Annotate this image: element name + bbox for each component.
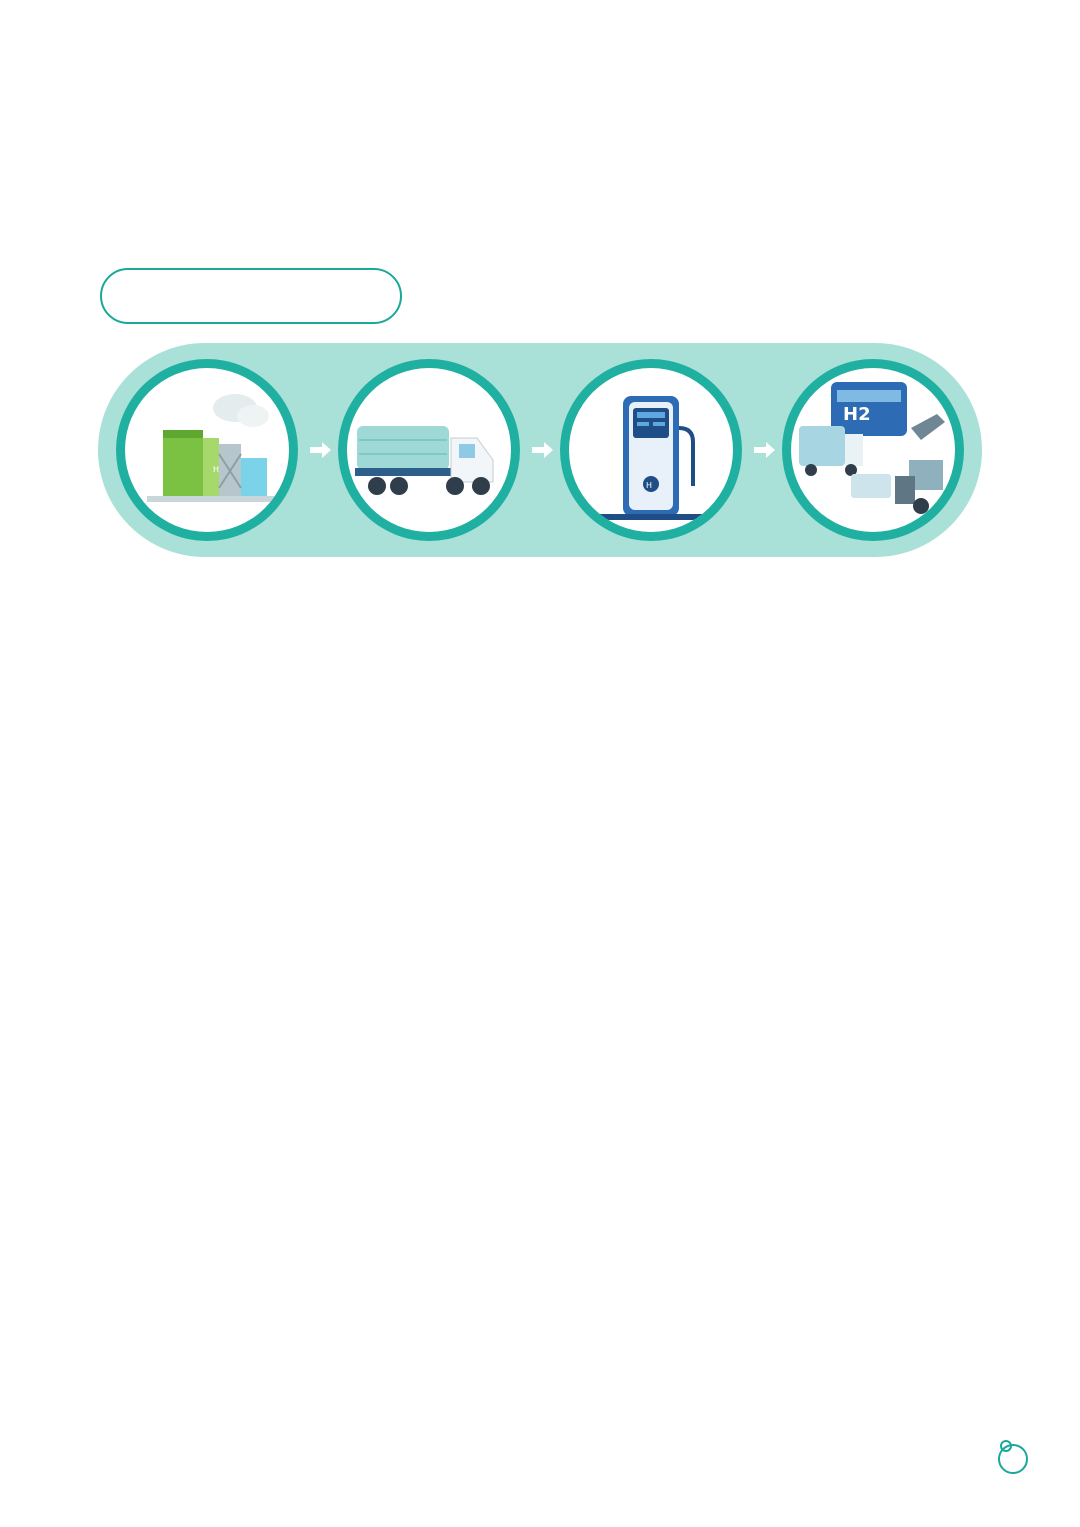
arrow-right-icon <box>530 440 554 460</box>
stage-transport-circle <box>338 359 520 541</box>
tube-trailer-truck-icon <box>347 368 511 532</box>
hydrogen-dispenser-icon <box>569 368 733 532</box>
svg-text:H: H <box>213 465 220 474</box>
svg-text:H2: H2 <box>843 404 871 425</box>
arrow-right-icon <box>308 440 332 460</box>
hydrogen-vehicles-icon <box>791 368 955 532</box>
section-heading <box>100 268 402 324</box>
arrow-right-icon <box>752 440 776 460</box>
stage-supply-circle <box>560 359 742 541</box>
stage-use-circle <box>782 359 964 541</box>
page-number <box>998 1444 1028 1474</box>
svg-text:H: H <box>646 481 653 490</box>
stage-production-circle <box>116 359 298 541</box>
factory-icon <box>125 368 289 532</box>
